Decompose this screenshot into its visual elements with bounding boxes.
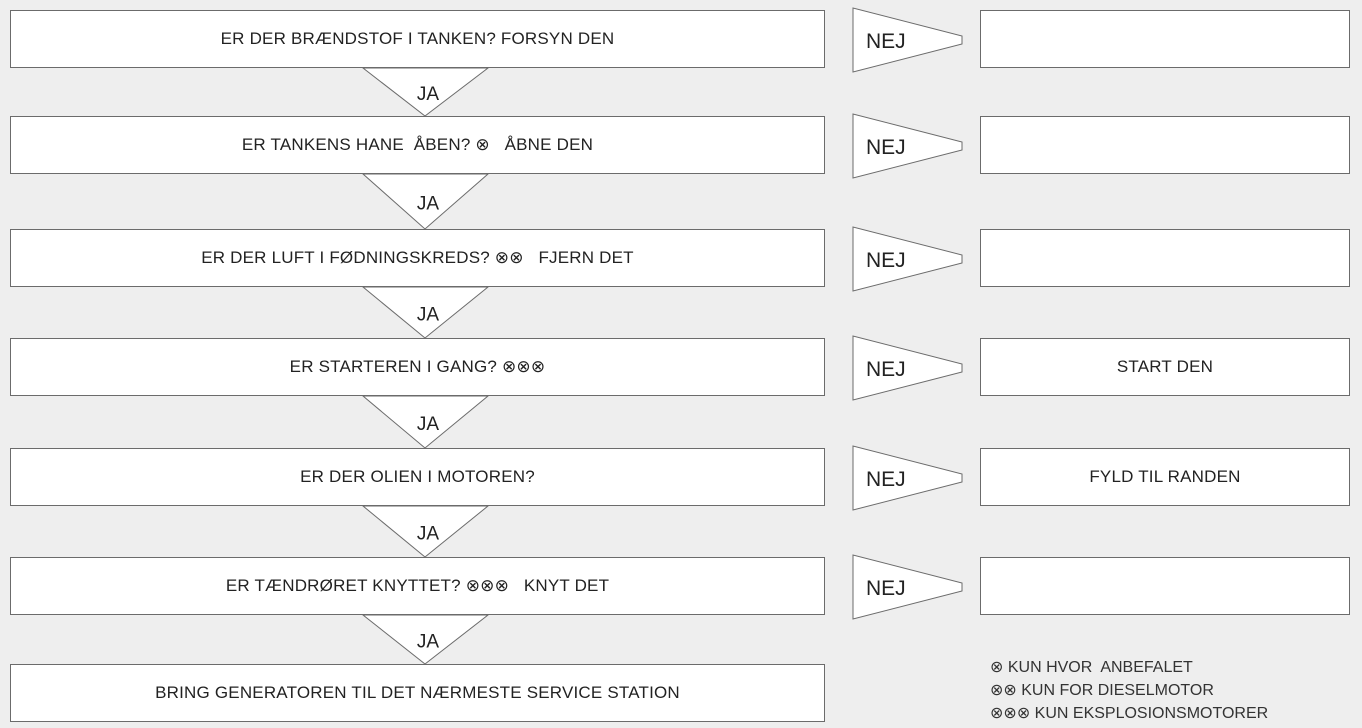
question-box-oil: ER DER OLIEN I MOTOREN? (10, 448, 825, 506)
yes-label-6: JA (416, 631, 440, 653)
question-box-tank-valve: ER TANKENS HANE ÅBEN? ⊗ ÅBNE DEN (10, 116, 825, 174)
remedy-box-oil: FYLD TIL RANDEN (980, 448, 1350, 506)
yes-label-2: JA (416, 193, 440, 215)
legend-item-two-marks: ⊗⊗ KUN FOR DIESELMOTOR (990, 682, 1214, 699)
no-label-5: NEJ (866, 468, 906, 491)
question-box-starter: ER STARTEREN I GANG? ⊗⊗⊗ (10, 338, 825, 396)
no-label-6: NEJ (866, 577, 906, 600)
legend (990, 656, 1268, 725)
yes-label-1: JA (416, 83, 440, 105)
no-label-2: NEJ (866, 136, 906, 159)
yes-label-5: JA (416, 523, 440, 545)
remedy-box-air-in-feed (980, 229, 1350, 287)
yes-label-3: JA (416, 304, 440, 326)
remedy-box-fuel (980, 10, 1350, 68)
legend-item-one-mark: ⊗ KUN HVOR ANBEFALET (990, 659, 1193, 676)
question-box-spark-plug: ER TÆNDRØRET KNYTTET? ⊗⊗⊗ KNYT DET (10, 557, 825, 615)
remedy-box-starter: START DEN (980, 338, 1350, 396)
no-label-4: NEJ (866, 358, 906, 381)
remedy-box-tank-valve (980, 116, 1350, 174)
question-box-air-in-feed: ER DER LUFT I FØDNINGSKREDS? ⊗⊗ FJERN DET (10, 229, 825, 287)
final-box-service-station: BRING GENERATOREN TIL DET NÆRMESTE SERVICE STATION (10, 664, 825, 722)
yes-label-4: JA (416, 414, 440, 436)
remedy-box-spark-plug (980, 557, 1350, 615)
legend-item-three-marks: ⊗⊗⊗ KUN EKSPLOSIONSMOTORER (990, 705, 1269, 722)
no-label-3: NEJ (866, 249, 906, 272)
question-box-fuel: ER DER BRÆNDSTOF I TANKEN? FORSYN DEN (10, 10, 825, 68)
no-label-1: NEJ (866, 30, 906, 53)
